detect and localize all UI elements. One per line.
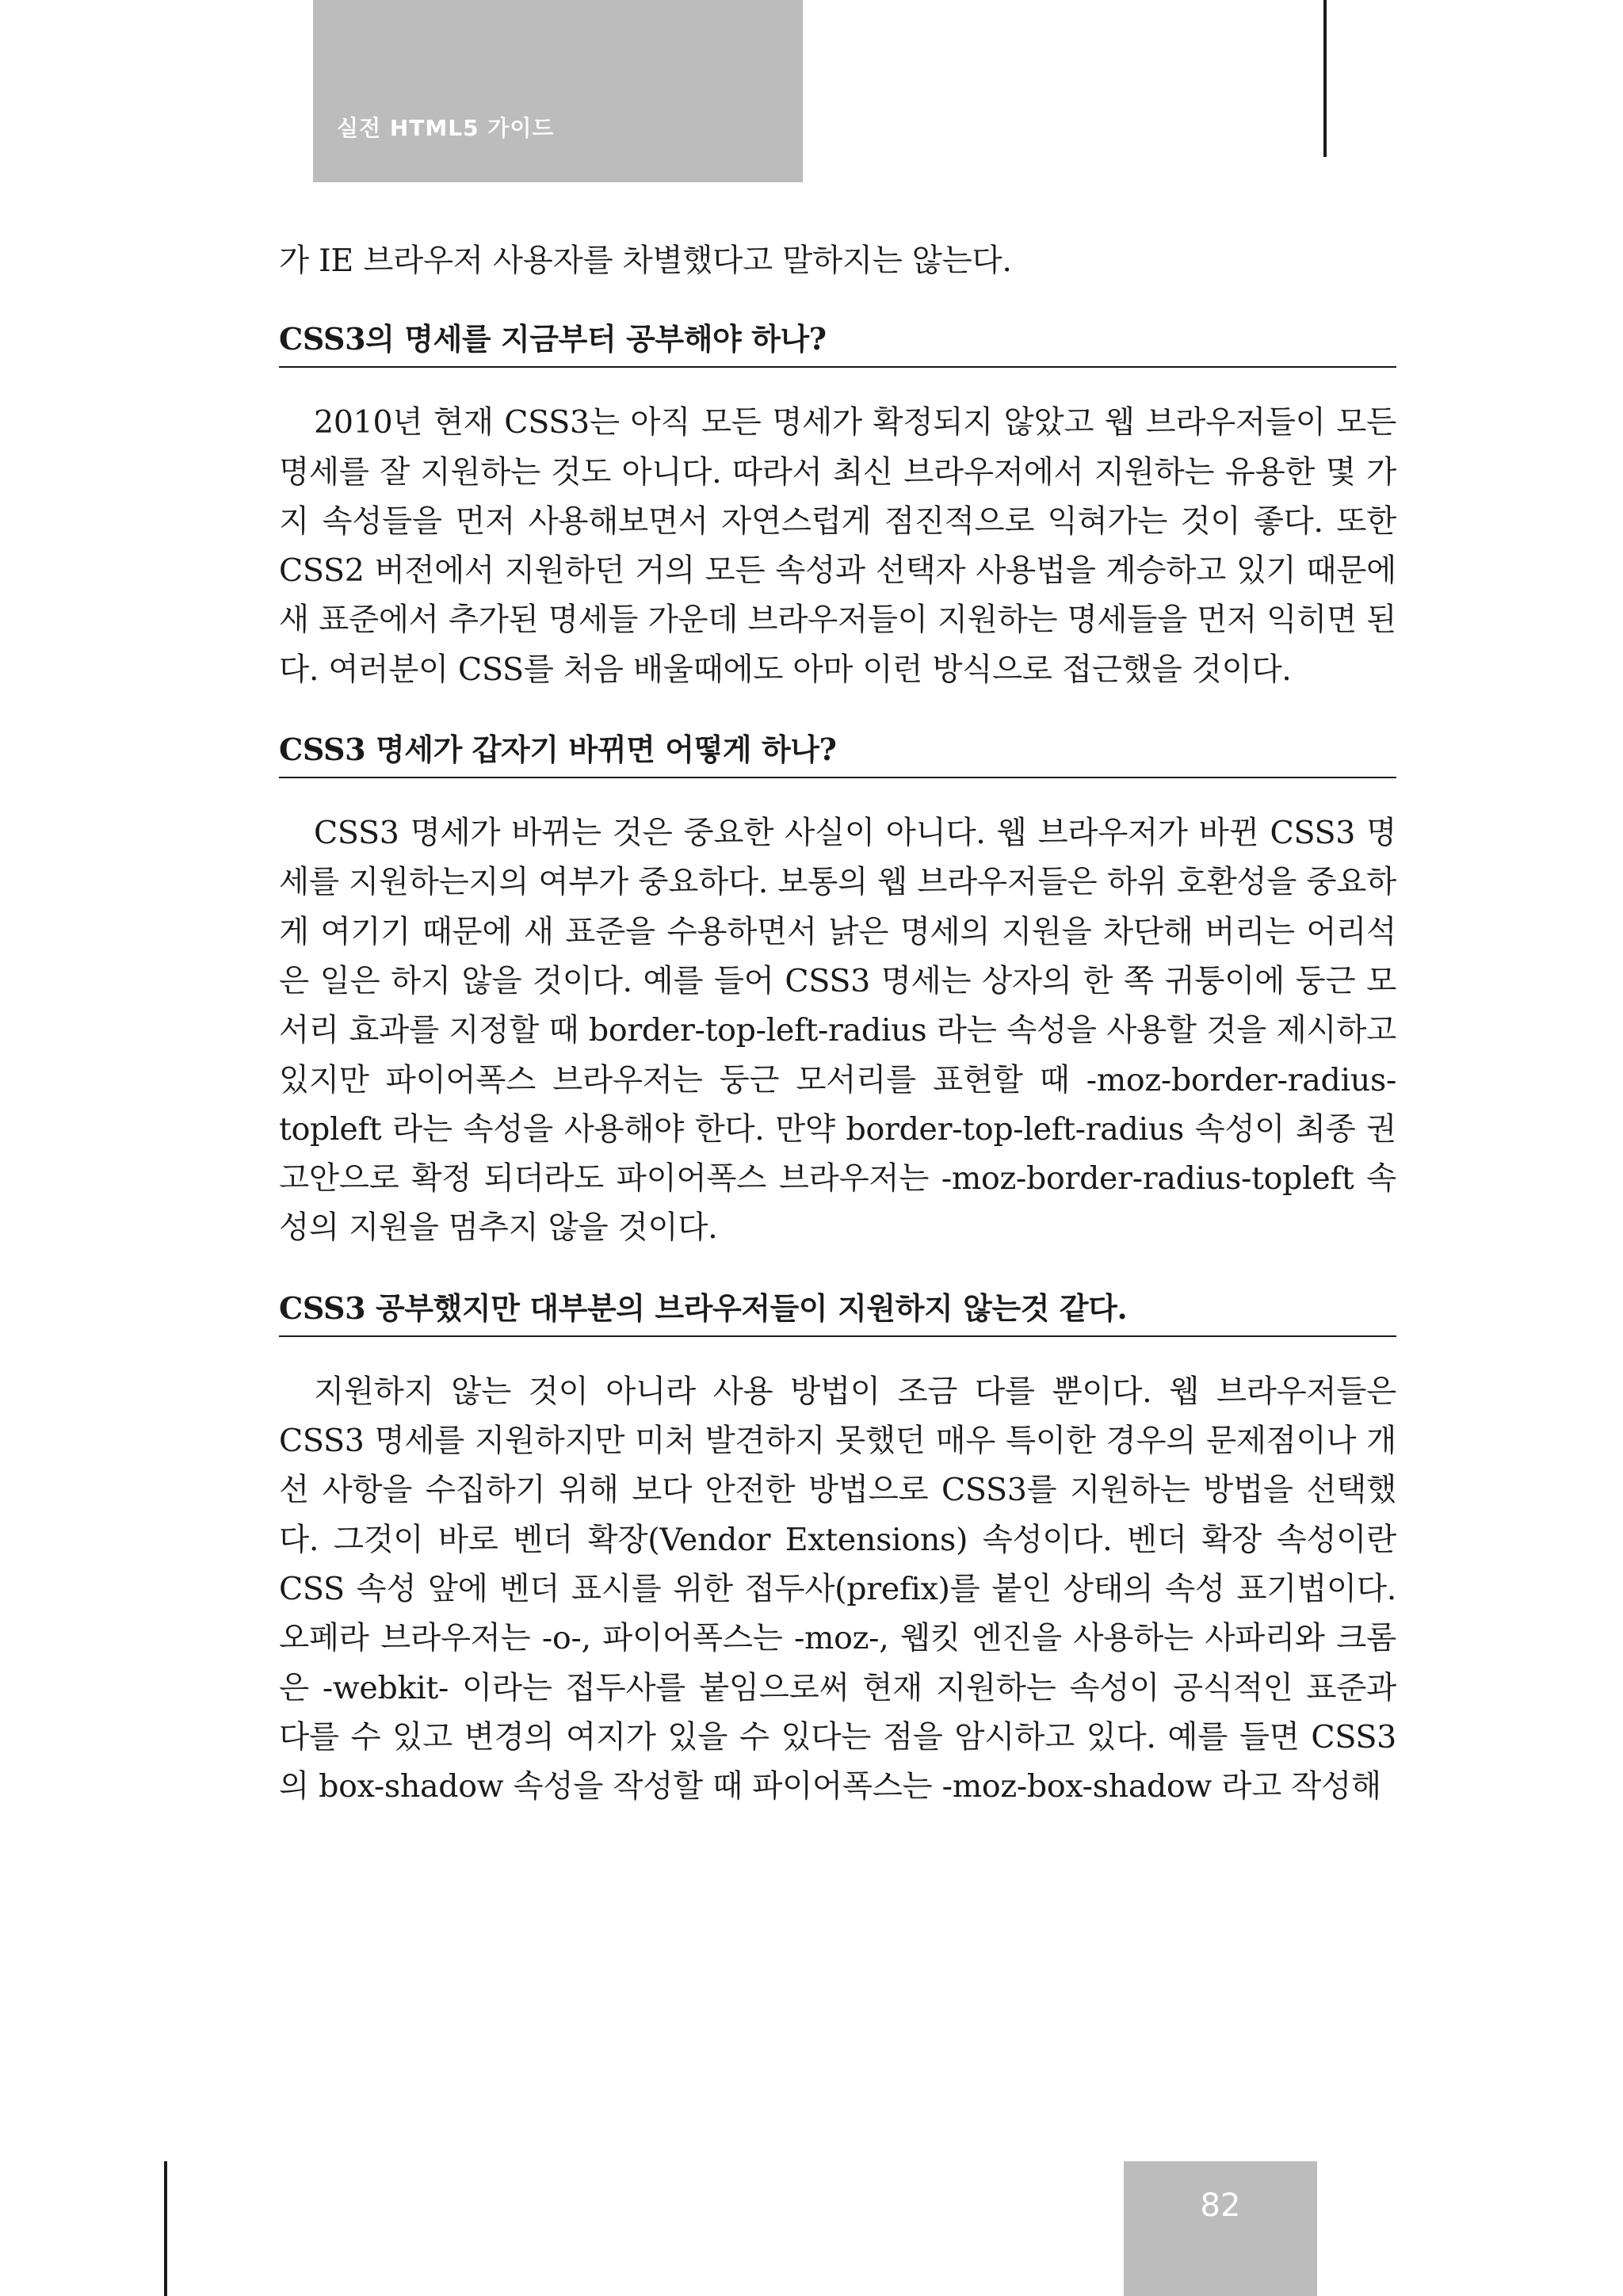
book-title: 실전 HTML5 가이드 [337, 115, 555, 141]
section-heading-2: CSS3 명세가 갑자기 바뀌면 어떻게 하나? [279, 726, 1396, 778]
section-body-3: 지원하지 않는 것이 아니라 사용 방법이 조금 다를 뿐이다. 웹 브라우저들은 CSS3 명세를 지원하지만 미처 발견하지 못했던 매우 특이한 경우의 문제점이나 개선 사항을 수집하기 위해 보다 안전한 방법으로 CSS3를 지원하는 방법을 선택했다. 그것이 바로 벤더 확장(Vendor Extensions) 속성이다. 벤더 확장 속성이란 CSS 속성 앞에 벤더 표시를 위한 접두사(prefix)를 붙인 상태의 속성 표기법이다. 오페라 브라우저는 -o-, 파이어폭스는 -moz-, 웹킷 엔진을 사용하는 사파리와 크롬은 -webkit- 이라는 접두사를 붙임으로써 현재 지원하는 속성이 공식적인 표준과 다를 수 있고 변경의 여지가 있을 수 있다는 점을 암시하고 있다. 예를 들면 CSS3의 box-shadow 속성을 작성할 때 파이어폭스는 -moz-box-shadow 라고 작성해 [279, 1373, 1396, 1805]
section-heading-1: CSS3의 명세를 지금부터 공부해야 하나? [279, 315, 1396, 368]
page-number-tab [1124, 2161, 1317, 2296]
continuation-paragraph: 가 IE 브라우저 사용자를 차별했다고 말하지는 않는다. [279, 243, 1012, 279]
page-body [279, 236, 1396, 1811]
section-heading-3: CSS3 공부했지만 대부분의 브라우저들이 지원하지 않는것 같다. [279, 1285, 1396, 1337]
page-number: 82 [1200, 2187, 1241, 2224]
section-body-1: 2010년 현재 CSS3는 아직 모든 명세가 확정되지 않았고 웹 브라우저들이 모든 명세를 잘 지원하는 것도 아니다. 따라서 최신 브라우저에서 지원하는 유용한 몇 가지 속성들을 먼저 사용해보면서 자연스럽게 점진적으로 익혀가는 것이 좋다. 또한 CSS2 버전에서 지원하던 거의 모든 속성과 선택자 사용법을 계승하고 있기 때문에 새 표준에서 추가된 명세들 가운데 브라우저들이 지원하는 명세들을 먼저 익히면 된다. 여러분이 CSS를 처음 배울때에도 아마 이런 방식으로 접근했을 것이다. [279, 404, 1396, 688]
section-body-2: CSS3 명세가 바뀌는 것은 중요한 사실이 아니다. 웹 브라우저가 바뀐 CSS3 명세를 지원하는지의 여부가 중요하다. 보통의 웹 브라우저들은 하위 호환성을 중요하게 여기기 때문에 새 표준을 수용하면서 낡은 명세의 지원을 차단해 버리는 어리석은 일은 하지 않을 것이다. 예를 들어 CSS3 명세는 상자의 한 쪽 귀퉁이에 둥근 모서리 효과를 지정할 때 border-top-left-radius 라는 속성을 사용할 것을 제시하고 있지만 파이어폭스 브라우저는 둥근 모서리를 표현할 때 -moz-border-radius-topleft 라는 속성을 사용해야 한다. 만약 border-top-left-radius 속성이 최종 권고안으로 확정 되더라도 파이어폭스 브라우저는 -moz-border-radius-topleft 속성의 지원을 멈추지 않을 것이다. [279, 815, 1396, 1247]
header-tab [313, 0, 803, 182]
margin-rule-bottom [164, 2161, 167, 2296]
margin-rule-top [1323, 0, 1327, 157]
